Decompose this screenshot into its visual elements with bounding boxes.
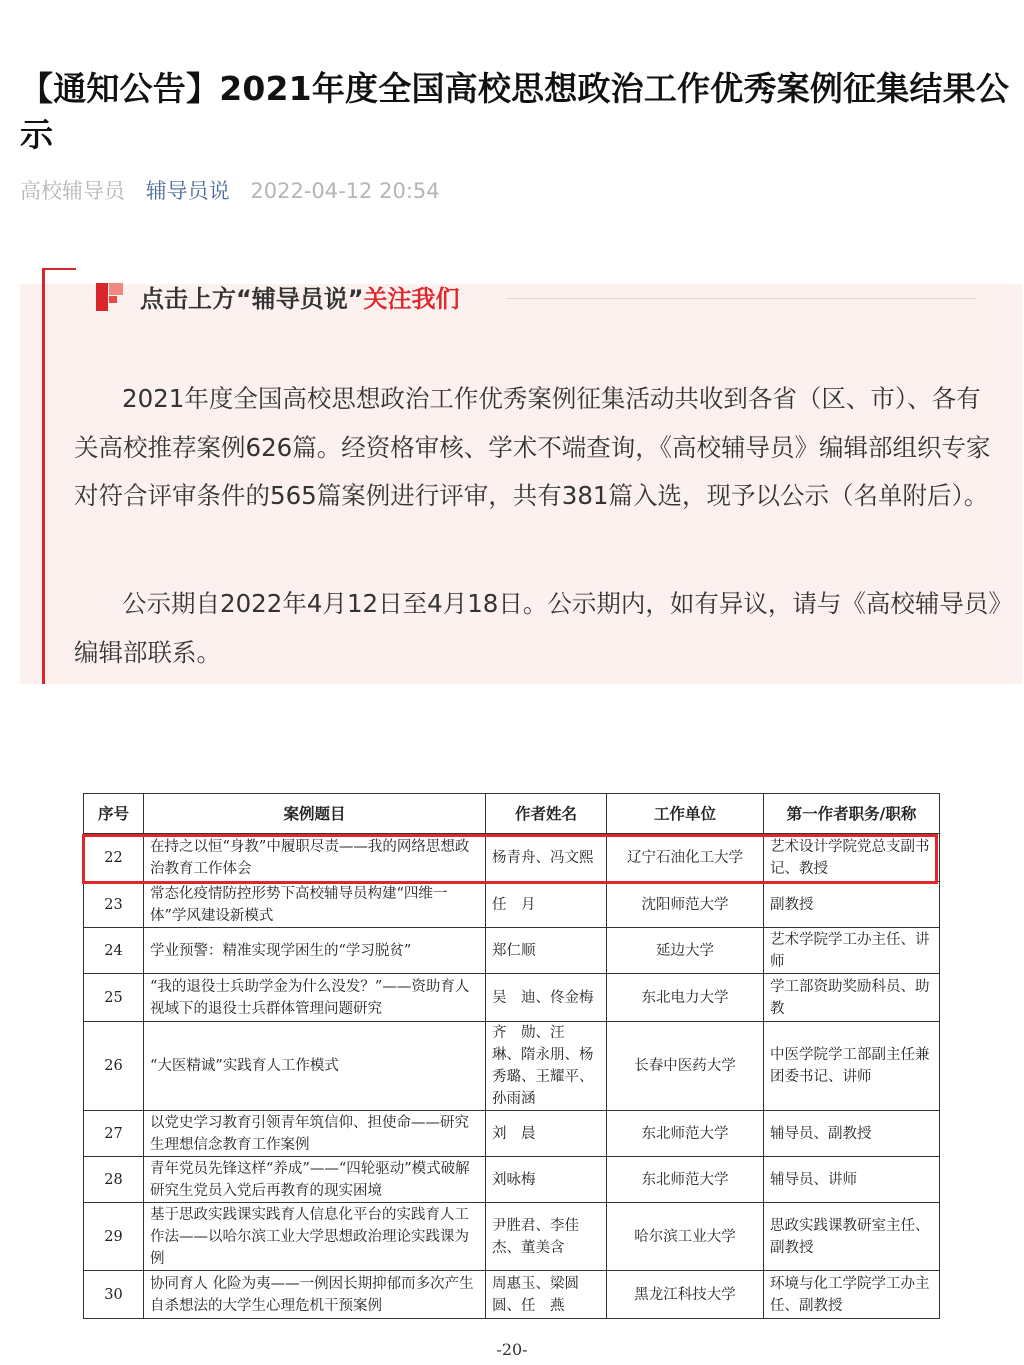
cell-no: 28 <box>84 1157 144 1203</box>
article-title: 【通知公告】2021年度全国高校思想政治工作优秀案例征集结果公示 <box>20 69 1010 154</box>
cell-authors: 尹胜君、李佳杰、董美含 <box>486 1203 607 1271</box>
table-row <box>84 1157 940 1203</box>
cell-title: 以党史学习教育引领青年筑信仰、担使命——研究生理想信念教育工作案例 <box>144 1111 486 1157</box>
cell-no: 29 <box>84 1203 144 1271</box>
header-unit: 工作单位 <box>607 794 764 834</box>
cell-position: 辅导员、副教授 <box>764 1111 940 1157</box>
table-row <box>84 1111 940 1157</box>
cell-title: 青年党员先锋这样“养成”——“四轮驱动”模式破解研究生党员入党后再教育的现实困境 <box>144 1157 486 1203</box>
cell-authors: 刘 晨 <box>486 1111 607 1157</box>
cell-unit: 黑龙江科技大学 <box>607 1271 764 1319</box>
cell-title: 在持之以恒“身教”中履职尽责——我的网络思想政治教育工作体会 <box>144 834 486 882</box>
notice-accent-top <box>42 268 76 270</box>
cell-authors: 齐 勋、汪 琳、隋永朋、杨秀璐、王耀平、孙雨涵 <box>486 1022 607 1111</box>
article-meta <box>20 176 454 206</box>
cell-no: 27 <box>84 1111 144 1157</box>
cell-no: 26 <box>84 1022 144 1111</box>
cell-no: 23 <box>84 882 144 928</box>
cell-unit: 延边大学 <box>607 928 764 974</box>
header-position: 第一作者职务/职称 <box>764 794 940 834</box>
cell-title: “大医精诚”实践育人工作模式 <box>144 1022 486 1111</box>
article-source: 高校辅导员 <box>20 179 125 203</box>
header-title: 案例题目 <box>144 794 486 834</box>
follow-icon <box>96 283 128 315</box>
cell-no: 22 <box>84 834 144 882</box>
cell-position: 学工部资助奖励科员、助教 <box>764 974 940 1022</box>
cell-authors: 郑仁顺 <box>486 928 607 974</box>
cell-unit: 长春中医药大学 <box>607 1022 764 1111</box>
cell-title: 基于思政实践课实践育人信息化平台的实践育人工作法——以哈尔滨工业大学思想政治理论实践课为例 <box>144 1203 486 1271</box>
notice-paragraph-2: 公示期自2022年4月12日至4月18日。公示期内，如有异议，请与《高校辅导员》编辑部联系。 <box>74 589 1001 667</box>
cell-position: 副教授 <box>764 882 940 928</box>
table-row <box>84 928 940 974</box>
cell-position: 思政实践课教研室主任、副教授 <box>764 1203 940 1271</box>
cell-no: 24 <box>84 928 144 974</box>
results-table <box>83 793 940 1319</box>
cell-authors: 刘咏梅 <box>486 1157 607 1203</box>
cell-position: 环境与化工学院学工办主任、副教授 <box>764 1271 940 1319</box>
follow-banner[interactable] <box>140 280 460 318</box>
cell-position: 中医学院学工部副主任兼团委书记、讲师 <box>764 1022 940 1111</box>
table-row <box>84 834 940 882</box>
cell-unit: 沈阳师范大学 <box>607 882 764 928</box>
header-no: 序号 <box>84 794 144 834</box>
cell-title: “我的退役士兵助学金为什么没发？”——资助育人视域下的退役士兵群体管理问题研究 <box>144 974 486 1022</box>
cell-authors: 杨青舟、冯文熙 <box>486 834 607 882</box>
cell-position: 辅导员、讲师 <box>764 1157 940 1203</box>
cell-title: 常态化疫情防控形势下高校辅导员构建“四维一体”学风建设新模式 <box>144 882 486 928</box>
table-row <box>84 1203 940 1271</box>
account-link[interactable]: 辅导员说 <box>145 179 230 203</box>
table-header-row <box>84 794 940 834</box>
cell-authors: 任 月 <box>486 882 607 928</box>
cell-no: 25 <box>84 974 144 1022</box>
follow-prefix: 点击上方“辅导员说” <box>140 285 364 313</box>
follow-highlight: 关注我们 <box>363 285 460 313</box>
cell-authors: 周惠玉、梁圆圆、任 燕 <box>486 1271 607 1319</box>
header-authors: 作者姓名 <box>486 794 607 834</box>
page-number: -20- <box>496 1340 528 1359</box>
cell-title: 学业预警：精准实现学困生的“学习脱贫” <box>144 928 486 974</box>
notice-accent-bar <box>42 268 45 684</box>
notice-paragraph-1: 2021年度全国高校思想政治工作优秀案例征集活动共收到各省（区、市）、各有关高校推荐案例626篇。经资格审核、学术不端查询，《高校辅导员》编辑部组织专家对符合评审条件的565篇案例进行评审，共有381篇入选，现予以公示（名单附后）。 <box>74 384 991 510</box>
cell-unit: 哈尔滨工业大学 <box>607 1203 764 1271</box>
cell-no: 30 <box>84 1271 144 1319</box>
table-row <box>84 1271 940 1319</box>
cell-unit: 辽宁石油化工大学 <box>607 834 764 882</box>
cell-unit: 东北师范大学 <box>607 1111 764 1157</box>
table-row <box>84 974 940 1022</box>
follow-divider <box>506 298 976 299</box>
cell-title: 协同育人 化险为夷——一例因长期抑郁而多次产生自杀想法的大学生心理危机干预案例 <box>144 1271 486 1319</box>
cell-unit: 东北师范大学 <box>607 1157 764 1203</box>
article-timestamp: 2022-04-12 20:54 <box>250 179 440 203</box>
table-row <box>84 1022 940 1111</box>
cell-position: 艺术学院学工办主任、讲师 <box>764 928 940 974</box>
cell-authors: 吴 迪、佟金梅 <box>486 974 607 1022</box>
cell-position: 艺术设计学院党总支副书记、教授 <box>764 834 940 882</box>
cell-unit: 东北电力大学 <box>607 974 764 1022</box>
table-row <box>84 882 940 928</box>
